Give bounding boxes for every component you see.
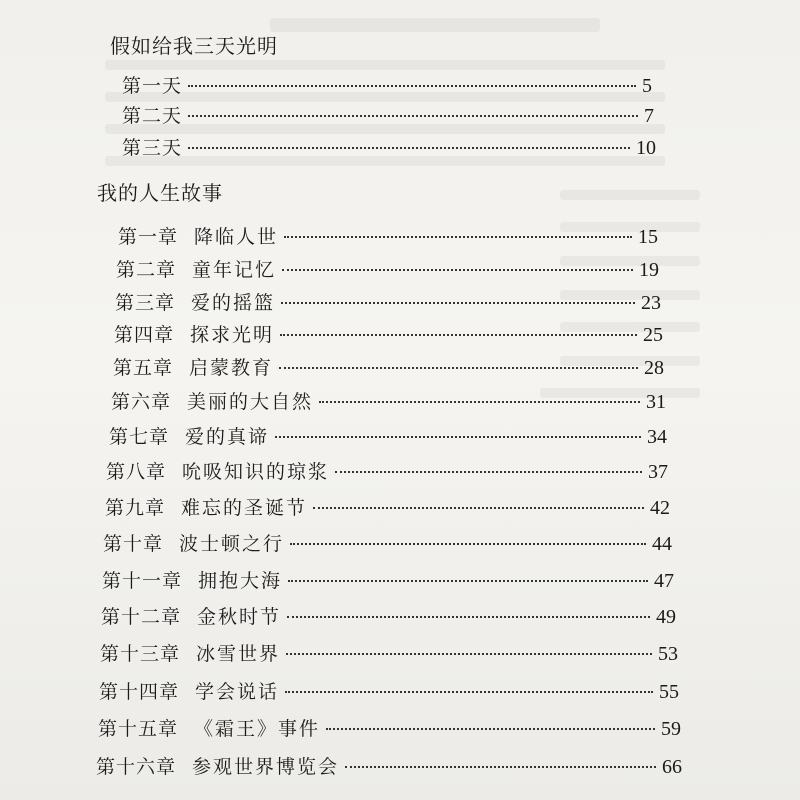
chapter-title: 学会说话 xyxy=(195,681,280,703)
chapter-title: 童年记忆 xyxy=(192,259,277,281)
page-number: 59 xyxy=(661,718,681,740)
leader-dots xyxy=(282,269,633,271)
toc-entry-chapter-8[interactable] xyxy=(106,457,668,484)
toc-entry-chapter-2[interactable] xyxy=(116,255,659,282)
chapter-number: 第一章 xyxy=(118,226,179,248)
chapter-title: 拥抱大海 xyxy=(198,570,283,592)
entry-label: 第三天 xyxy=(122,137,183,159)
leader-dots xyxy=(280,334,637,336)
chapter-title: 金秋时节 xyxy=(197,606,282,628)
chapter-title: 《霜王》事件 xyxy=(194,718,321,740)
page-number: 10 xyxy=(636,137,656,159)
page-number: 44 xyxy=(652,533,672,555)
toc-entry-day1[interactable] xyxy=(122,71,652,98)
toc-entry-chapter-10[interactable] xyxy=(103,529,672,556)
leader-dots xyxy=(279,367,638,369)
chapter-number: 第十章 xyxy=(103,533,164,555)
chapter-number: 第十三章 xyxy=(100,643,181,665)
chapter-title: 波士顿之行 xyxy=(179,533,285,555)
part2-title: 我的人生故事 xyxy=(97,181,223,205)
chapter-title: 爱的摇篮 xyxy=(191,292,276,314)
page-number: 42 xyxy=(650,497,670,519)
leader-dots xyxy=(287,616,650,618)
chapter-number: 第十五章 xyxy=(98,718,179,740)
entry-label: 第二天 xyxy=(122,105,183,127)
chapter-number: 第二章 xyxy=(116,259,177,281)
page-number: 15 xyxy=(638,226,658,248)
page-number: 31 xyxy=(646,391,666,413)
toc-entry-day3[interactable] xyxy=(122,133,656,160)
leader-dots xyxy=(285,691,653,693)
chapter-title: 美丽的大自然 xyxy=(187,391,314,413)
leader-dots xyxy=(326,728,655,730)
leader-dots xyxy=(290,543,646,545)
page-number: 47 xyxy=(654,570,674,592)
page-number: 7 xyxy=(644,105,654,127)
toc-entry-chapter-12[interactable] xyxy=(101,602,676,629)
toc-entry-chapter-4[interactable] xyxy=(114,320,663,347)
leader-dots xyxy=(188,85,636,87)
chapter-number: 第九章 xyxy=(105,497,166,519)
toc-entry-chapter-9[interactable] xyxy=(105,493,670,520)
chapter-title: 吮吸知识的琼浆 xyxy=(182,461,330,483)
toc-entry-chapter-1[interactable] xyxy=(118,222,658,249)
toc-entry-chapter-6[interactable] xyxy=(111,387,666,414)
leader-dots xyxy=(288,580,648,582)
chapter-number: 第八章 xyxy=(106,461,167,483)
toc-entry-day2[interactable] xyxy=(122,101,654,128)
toc-entry-chapter-13[interactable] xyxy=(100,639,678,666)
chapter-number: 第四章 xyxy=(114,324,175,346)
chapter-title: 冰雪世界 xyxy=(196,643,281,665)
chapter-title: 难忘的圣诞节 xyxy=(181,497,308,519)
chapter-title: 启蒙教育 xyxy=(189,357,274,379)
chapter-number: 第六章 xyxy=(111,391,172,413)
leader-dots xyxy=(275,436,641,438)
part1-title: 假如给我三天光明 xyxy=(110,34,278,58)
leader-dots xyxy=(188,115,638,117)
page-number: 28 xyxy=(644,357,664,379)
chapter-number: 第十六章 xyxy=(96,756,177,778)
leader-dots xyxy=(319,401,640,403)
chapter-title: 探求光明 xyxy=(190,324,275,346)
chapter-title: 爱的真谛 xyxy=(185,426,270,448)
leader-dots xyxy=(345,766,656,768)
page-number: 66 xyxy=(662,756,682,778)
page-number: 53 xyxy=(658,643,678,665)
leader-dots xyxy=(286,653,652,655)
toc-entry-chapter-15[interactable] xyxy=(98,714,681,741)
toc-entry-chapter-16[interactable] xyxy=(96,752,682,779)
chapter-number: 第七章 xyxy=(109,426,170,448)
chapter-number: 第三章 xyxy=(115,292,176,314)
toc-entry-chapter-5[interactable] xyxy=(113,353,664,380)
chapter-number: 第十一章 xyxy=(102,570,183,592)
chapter-number: 第十二章 xyxy=(101,606,182,628)
chapter-title: 降临人世 xyxy=(194,226,279,248)
chapter-title: 参观世界博览会 xyxy=(192,756,340,778)
toc-entry-chapter-7[interactable] xyxy=(109,422,667,449)
chapter-number: 第五章 xyxy=(113,357,174,379)
leader-dots xyxy=(188,147,630,149)
page-number: 37 xyxy=(648,461,668,483)
leader-dots xyxy=(335,471,642,473)
leader-dots xyxy=(281,302,635,304)
page-number: 34 xyxy=(647,426,667,448)
page-number: 25 xyxy=(643,324,663,346)
leader-dots xyxy=(284,236,632,238)
toc-entry-chapter-11[interactable] xyxy=(102,566,674,593)
chapter-number: 第十四章 xyxy=(99,681,180,703)
page-number: 19 xyxy=(639,259,659,281)
leader-dots xyxy=(313,507,644,509)
page-number: 23 xyxy=(641,292,661,314)
page-number: 5 xyxy=(642,75,652,97)
page-number: 55 xyxy=(659,681,679,703)
toc-entry-chapter-3[interactable] xyxy=(115,288,661,315)
entry-label: 第一天 xyxy=(122,75,183,97)
page-number: 49 xyxy=(656,606,676,628)
toc-entry-chapter-14[interactable] xyxy=(99,677,679,704)
